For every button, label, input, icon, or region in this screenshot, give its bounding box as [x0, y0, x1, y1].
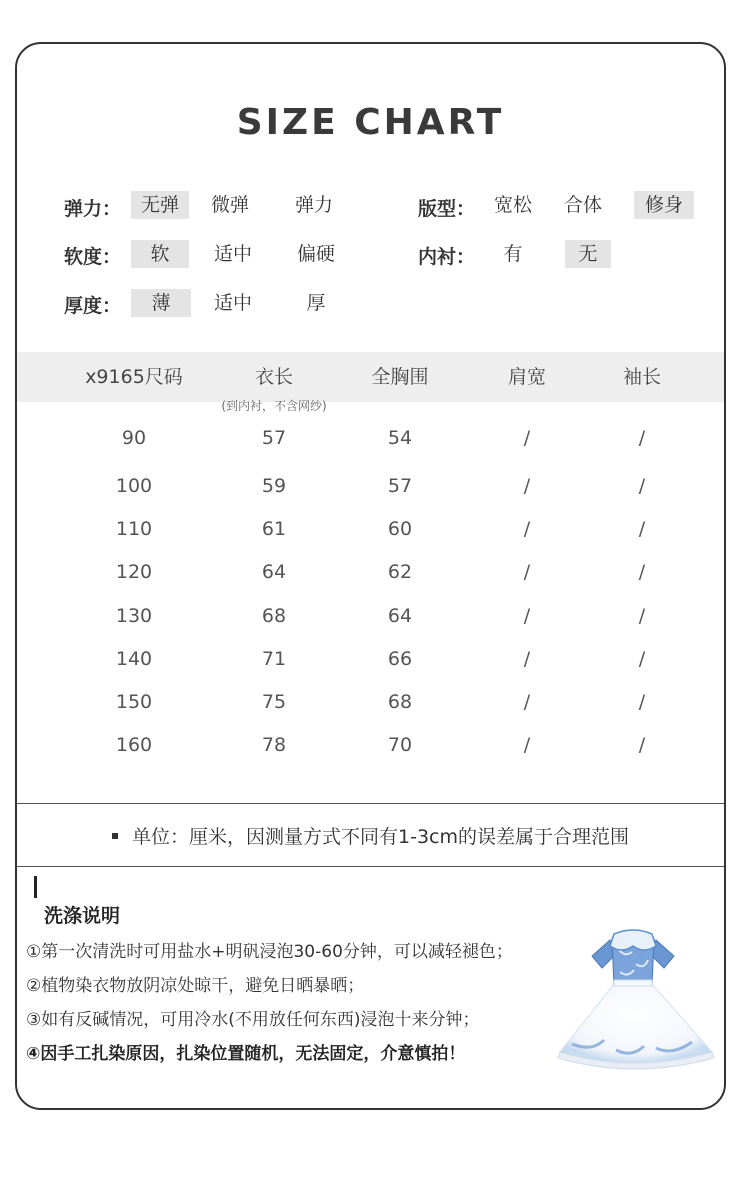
softness-option-medium: 适中	[213, 243, 252, 265]
cell-sleeve: /	[638, 734, 646, 756]
cell-sleeve: /	[638, 691, 646, 713]
elasticity-option-slight: 微弹	[210, 194, 249, 216]
cell-chest: 62	[387, 561, 413, 583]
cell-size: 100	[115, 475, 153, 497]
cell-length: 64	[261, 561, 287, 583]
lining-option-yes: 有	[503, 243, 523, 265]
care-line-2: ②植物染衣物放阴凉处晾干，避免日晒暴晒；	[26, 976, 365, 996]
cell-chest: 54	[387, 427, 413, 449]
cell-size: 150	[115, 691, 153, 713]
divider-bottom	[17, 866, 724, 867]
cell-sleeve: /	[638, 518, 646, 540]
elasticity-option-none: 无弹	[131, 191, 189, 219]
cell-sleeve: /	[638, 475, 646, 497]
fit-option-regular: 合体	[563, 194, 602, 216]
cell-size: 130	[115, 605, 153, 627]
care-title: 洗涤说明	[44, 905, 121, 927]
cell-chest: 66	[387, 648, 413, 670]
cell-size: 90	[121, 427, 147, 449]
thickness-option-thick: 厚	[306, 292, 326, 314]
cell-shoulder: /	[523, 561, 531, 583]
header-chest: 全胸围	[371, 366, 429, 388]
fit-label: 版型：	[418, 198, 476, 220]
cell-shoulder: /	[523, 605, 531, 627]
divider-top	[17, 803, 724, 804]
cell-length: 57	[261, 427, 287, 449]
length-note: (到内衬，不含网纱)	[221, 399, 327, 413]
header-sleeve: 袖长	[622, 366, 661, 388]
cell-length: 59	[261, 475, 287, 497]
cell-chest: 60	[387, 518, 413, 540]
page-title: SIZE CHART	[236, 102, 505, 143]
bullet-icon	[112, 833, 118, 839]
cell-size: 140	[115, 648, 153, 670]
cell-length: 71	[261, 648, 287, 670]
cell-shoulder: /	[523, 475, 531, 497]
lining-option-no: 无	[565, 240, 611, 268]
header-length: 衣长	[254, 366, 293, 388]
dress-image	[552, 924, 722, 1074]
lining-label: 内衬：	[418, 246, 476, 268]
cell-size: 110	[115, 518, 153, 540]
cell-length: 68	[261, 605, 287, 627]
elasticity-label: 弹力：	[64, 198, 122, 220]
softness-option-stiff: 偏硬	[296, 243, 335, 265]
cell-chest: 70	[387, 734, 413, 756]
cell-length: 75	[261, 691, 287, 713]
cell-sleeve: /	[638, 561, 646, 583]
care-line-1: ①第一次清洗时可用盐水+明矾浸泡30-60分钟，可以减轻褪色；	[26, 942, 513, 962]
softness-option-soft: 软	[131, 240, 189, 268]
section-marker-icon	[34, 876, 37, 898]
cell-shoulder: /	[523, 648, 531, 670]
fit-option-slim: 修身	[634, 191, 694, 219]
size-table-header	[17, 352, 724, 402]
care-line-4: ④因手工扎染原因，扎染位置随机，无法固定，介意慎拍！	[26, 1044, 466, 1064]
thickness-label: 厚度：	[64, 295, 122, 317]
cell-shoulder: /	[523, 734, 531, 756]
unit-note-text: 单位：厘米，因测量方式不同有1-3cm的误差属于合理范围	[132, 826, 629, 848]
thickness-option-medium: 适中	[213, 292, 252, 314]
elasticity-option-stretch: 弹力	[294, 194, 333, 216]
cell-sleeve: /	[638, 605, 646, 627]
care-line-3: ③如有反碱情况，可用冷水(不用放任何东西)浸泡十来分钟；	[26, 1010, 480, 1030]
cell-size: 160	[115, 734, 153, 756]
cell-length: 78	[261, 734, 287, 756]
size-chart-card	[15, 42, 726, 1110]
cell-sleeve: /	[638, 648, 646, 670]
fit-option-loose: 宽松	[493, 194, 532, 216]
cell-length: 61	[261, 518, 287, 540]
thickness-option-thin: 薄	[131, 289, 191, 317]
cell-shoulder: /	[523, 518, 531, 540]
cell-chest: 57	[387, 475, 413, 497]
cell-shoulder: /	[523, 691, 531, 713]
cell-size: 120	[115, 561, 153, 583]
cell-sleeve: /	[638, 427, 646, 449]
cell-chest: 64	[387, 605, 413, 627]
header-size: x9165尺码	[85, 366, 183, 388]
softness-label: 软度：	[64, 246, 122, 268]
unit-note	[17, 822, 724, 849]
cell-chest: 68	[387, 691, 413, 713]
header-shoulder: 肩宽	[507, 366, 546, 388]
cell-shoulder: /	[523, 427, 531, 449]
